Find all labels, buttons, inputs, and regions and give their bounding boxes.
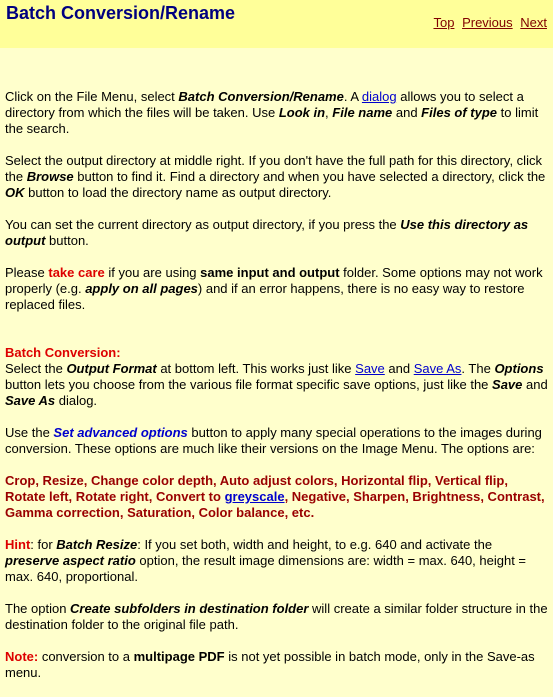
dialog-name: Save As: [5, 393, 56, 408]
menu-item-name: Batch Conversion/Rename: [178, 89, 344, 104]
save-as-link[interactable]: Save As: [413, 361, 462, 376]
text: You can set the current directory as output directory, if you press the: [5, 217, 401, 232]
text: ) and if an error happens, there is no easy way to restore replaced files.: [5, 281, 525, 312]
options-list-paragraph: [5, 473, 549, 521]
note-label: Note:: [5, 649, 39, 664]
dialog-link[interactable]: dialog: [361, 89, 397, 104]
text: allows you to select a directory from which the files will be taken. Use: [5, 89, 524, 120]
hint-label: Hint: [5, 537, 31, 552]
option-name: apply on all pages: [85, 281, 198, 296]
text: will create a similar folder structure in the destination folder to the original file path.: [5, 601, 548, 632]
button-name: Use this directory as output: [5, 217, 529, 248]
take-care-label: take care: [48, 265, 105, 280]
options-list: Crop, Resize, Change color depth, Auto adjust colors, Horizontal flip, Vertical flip, Rotate left, Rotate right, Convert to: [5, 473, 508, 504]
emphasis: same input and output: [200, 265, 340, 280]
intro-paragraph: [5, 89, 549, 137]
page-content: [0, 89, 553, 681]
text: button to find it. Find a directory and when you have selected a directory, click the: [73, 169, 546, 184]
hint-paragraph: [5, 537, 549, 585]
text: button to apply many special operations to the images during conversion. These options are much like their versions on the Image Menu. The options are:: [5, 425, 542, 456]
text: button to load the directory name as output directory.: [24, 185, 332, 200]
button-name: Browse: [26, 169, 74, 184]
text: and: [384, 361, 414, 376]
text: Select the output directory at middle right. If you don't have the full path for this directory, click the: [5, 153, 542, 184]
text: Click on the File Menu, select: [5, 89, 179, 104]
warning-paragraph: [5, 265, 549, 313]
current-directory-paragraph: [5, 217, 549, 249]
text: Use the: [5, 425, 54, 440]
emphasis: multipage PDF: [133, 649, 225, 664]
text: : If you set both, width and height, to e.g. 640 and activate the: [137, 537, 493, 552]
nav-previous-link[interactable]: Previous: [462, 15, 513, 30]
output-directory-paragraph: [5, 153, 549, 201]
text: ,: [325, 105, 333, 120]
options-list: , Negative, Sharpen, Brightness, Contrast, Gamma correction, Saturation, Color balance, etc.: [5, 489, 545, 520]
batch-conversion-paragraph: [5, 345, 549, 409]
text: conversion to a: [38, 649, 134, 664]
greyscale-link[interactable]: greyscale: [224, 489, 285, 504]
text: to limit the search.: [5, 105, 539, 136]
text: and: [522, 377, 548, 392]
button-name: OK: [5, 185, 25, 200]
control-name: File name: [332, 105, 393, 120]
text: . A: [343, 89, 362, 104]
text: Please: [5, 265, 49, 280]
dialog-name: Save: [492, 377, 523, 392]
batch-conversion-heading: Batch Conversion:: [5, 345, 121, 360]
text: folder. Some options may not work properly (e.g.: [5, 265, 543, 296]
text: at bottom left. This works just like: [156, 361, 356, 376]
nav-next-link[interactable]: Next: [520, 15, 547, 30]
nav-top-link[interactable]: Top: [433, 15, 455, 30]
text: option, the result image dimensions are: width = max. 640, height = max. 640, proportional.: [5, 553, 527, 584]
text: button lets you choose from the various file format specific save options, just like the: [5, 377, 493, 392]
control-name: Look in: [278, 105, 326, 120]
text: dialog.: [55, 393, 98, 408]
page-title: Batch Conversion/Rename: [6, 3, 236, 23]
nav-links: [429, 15, 547, 31]
save-link[interactable]: Save: [355, 361, 385, 376]
option-name: Create subfolders in destination folder: [70, 601, 309, 616]
advanced-options-paragraph: [5, 425, 549, 457]
text: . The: [461, 361, 495, 376]
text: The option: [5, 601, 71, 616]
option-name: preserve aspect ratio: [5, 553, 136, 568]
text: is not yet possible in batch mode, only in the Save-as menu.: [5, 649, 535, 680]
control-name: Output Format: [66, 361, 157, 376]
note-paragraph: [5, 649, 549, 681]
button-name: Options: [494, 361, 544, 376]
text: button.: [45, 233, 89, 248]
subfolders-paragraph: [5, 601, 549, 633]
set-advanced-options-label: Set advanced options: [53, 425, 188, 440]
feature-name: Batch Resize: [56, 537, 138, 552]
page-header: [0, 0, 553, 48]
text: if you are using: [104, 265, 201, 280]
control-name: Files of type: [421, 105, 498, 120]
text: Select the: [5, 361, 67, 376]
text: : for: [30, 537, 57, 552]
text: and: [392, 105, 422, 120]
